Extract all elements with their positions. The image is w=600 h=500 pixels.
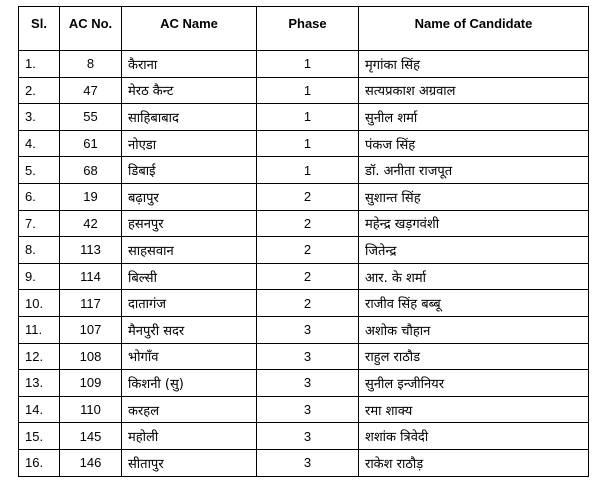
table-row xyxy=(19,343,589,370)
cell-ac-no: 109 xyxy=(60,370,122,397)
cell-phase: 1 xyxy=(257,130,359,157)
cell-ac-name: डिबाई xyxy=(122,157,257,184)
cell-phase: 3 xyxy=(257,370,359,397)
cell-ac-name: भोगाँव xyxy=(122,343,257,370)
cell-ac-name: साहसवान xyxy=(122,237,257,264)
cell-sl: 13. xyxy=(19,370,60,397)
cell-ac-name: मेरठ कैन्ट xyxy=(122,77,257,104)
table-row xyxy=(19,77,589,104)
cell-phase: 2 xyxy=(257,183,359,210)
cell-candidate: सुनील शर्मा xyxy=(359,104,589,131)
cell-phase: 2 xyxy=(257,237,359,264)
table-row xyxy=(19,237,589,264)
table-row xyxy=(19,104,589,131)
cell-ac-no: 8 xyxy=(60,51,122,78)
cell-phase: 3 xyxy=(257,343,359,370)
cell-ac-name: सीतापुर xyxy=(122,449,257,476)
table-row xyxy=(19,51,589,78)
table-row xyxy=(19,263,589,290)
header-candidate: Name of Candidate xyxy=(359,7,589,51)
cell-ac-no: 61 xyxy=(60,130,122,157)
table-row xyxy=(19,449,589,476)
candidate-table xyxy=(18,6,589,477)
cell-ac-no: 47 xyxy=(60,77,122,104)
cell-phase: 2 xyxy=(257,290,359,317)
cell-sl: 5. xyxy=(19,157,60,184)
cell-sl: 15. xyxy=(19,423,60,450)
cell-ac-no: 146 xyxy=(60,449,122,476)
cell-ac-no: 55 xyxy=(60,104,122,131)
header-row xyxy=(19,7,589,51)
table-row xyxy=(19,183,589,210)
header-phase: Phase xyxy=(257,7,359,51)
cell-candidate: सुनील इन्जीनियर xyxy=(359,370,589,397)
cell-sl: 10. xyxy=(19,290,60,317)
cell-phase: 1 xyxy=(257,77,359,104)
cell-candidate: शशांक त्रिवेदी xyxy=(359,423,589,450)
cell-ac-name: कैराना xyxy=(122,51,257,78)
cell-phase: 3 xyxy=(257,449,359,476)
cell-candidate: राजीव सिंह बब्बू xyxy=(359,290,589,317)
cell-ac-no: 114 xyxy=(60,263,122,290)
cell-ac-no: 42 xyxy=(60,210,122,237)
table-row xyxy=(19,370,589,397)
cell-sl: 2. xyxy=(19,77,60,104)
table-row xyxy=(19,210,589,237)
cell-sl: 3. xyxy=(19,104,60,131)
cell-ac-name: हसनपुर xyxy=(122,210,257,237)
cell-ac-no: 110 xyxy=(60,396,122,423)
cell-candidate: पंकज सिंह xyxy=(359,130,589,157)
cell-ac-name: बढ़ापुर xyxy=(122,183,257,210)
cell-sl: 8. xyxy=(19,237,60,264)
cell-phase: 1 xyxy=(257,157,359,184)
cell-sl: 12. xyxy=(19,343,60,370)
cell-phase: 3 xyxy=(257,316,359,343)
cell-candidate: आर. के शर्मा xyxy=(359,263,589,290)
table-row xyxy=(19,157,589,184)
cell-candidate: राहुल राठौड xyxy=(359,343,589,370)
cell-ac-name: दातागंज xyxy=(122,290,257,317)
cell-sl: 7. xyxy=(19,210,60,237)
cell-ac-name: महोली xyxy=(122,423,257,450)
cell-ac-name: साहिबाबाद xyxy=(122,104,257,131)
cell-sl: 11. xyxy=(19,316,60,343)
cell-ac-no: 68 xyxy=(60,157,122,184)
cell-ac-name: बिल्सी xyxy=(122,263,257,290)
cell-phase: 2 xyxy=(257,210,359,237)
table-row xyxy=(19,316,589,343)
cell-sl: 9. xyxy=(19,263,60,290)
cell-candidate: सत्यप्रकाश अग्रवाल xyxy=(359,77,589,104)
cell-ac-name: मैनपुरी सदर xyxy=(122,316,257,343)
cell-sl: 1. xyxy=(19,51,60,78)
cell-ac-no: 108 xyxy=(60,343,122,370)
table-row xyxy=(19,290,589,317)
cell-phase: 3 xyxy=(257,423,359,450)
table-row xyxy=(19,130,589,157)
table-body xyxy=(19,51,589,477)
cell-ac-name: किशनी (सु) xyxy=(122,370,257,397)
cell-ac-name: नोएडा xyxy=(122,130,257,157)
cell-ac-no: 145 xyxy=(60,423,122,450)
cell-ac-no: 19 xyxy=(60,183,122,210)
table-row xyxy=(19,423,589,450)
table-header xyxy=(19,7,589,51)
cell-ac-no: 107 xyxy=(60,316,122,343)
header-ac-no-label: AC No. xyxy=(68,16,113,31)
cell-phase: 2 xyxy=(257,263,359,290)
cell-phase: 1 xyxy=(257,104,359,131)
cell-candidate: मृगांका सिंह xyxy=(359,51,589,78)
cell-ac-no: 117 xyxy=(60,290,122,317)
table-row xyxy=(19,396,589,423)
cell-candidate: महेन्द्र खड़गवंशी xyxy=(359,210,589,237)
cell-sl: 14. xyxy=(19,396,60,423)
cell-ac-no: 113 xyxy=(60,237,122,264)
cell-sl: 16. xyxy=(19,449,60,476)
cell-candidate: अशोक चौहान xyxy=(359,316,589,343)
cell-sl: 6. xyxy=(19,183,60,210)
header-ac-name: AC Name xyxy=(122,7,257,51)
cell-candidate: सुशान्त सिंह xyxy=(359,183,589,210)
header-ac-no xyxy=(60,7,122,51)
cell-candidate: रमा शाक्य xyxy=(359,396,589,423)
cell-candidate: राकेश राठौड़ xyxy=(359,449,589,476)
cell-phase: 3 xyxy=(257,396,359,423)
cell-phase: 1 xyxy=(257,51,359,78)
header-sl: Sl. xyxy=(19,7,60,51)
candidate-list-container xyxy=(18,6,589,477)
cell-candidate: डॉ. अनीता राजपूत xyxy=(359,157,589,184)
cell-candidate: जितेन्द्र xyxy=(359,237,589,264)
cell-sl: 4. xyxy=(19,130,60,157)
cell-ac-name: करहल xyxy=(122,396,257,423)
